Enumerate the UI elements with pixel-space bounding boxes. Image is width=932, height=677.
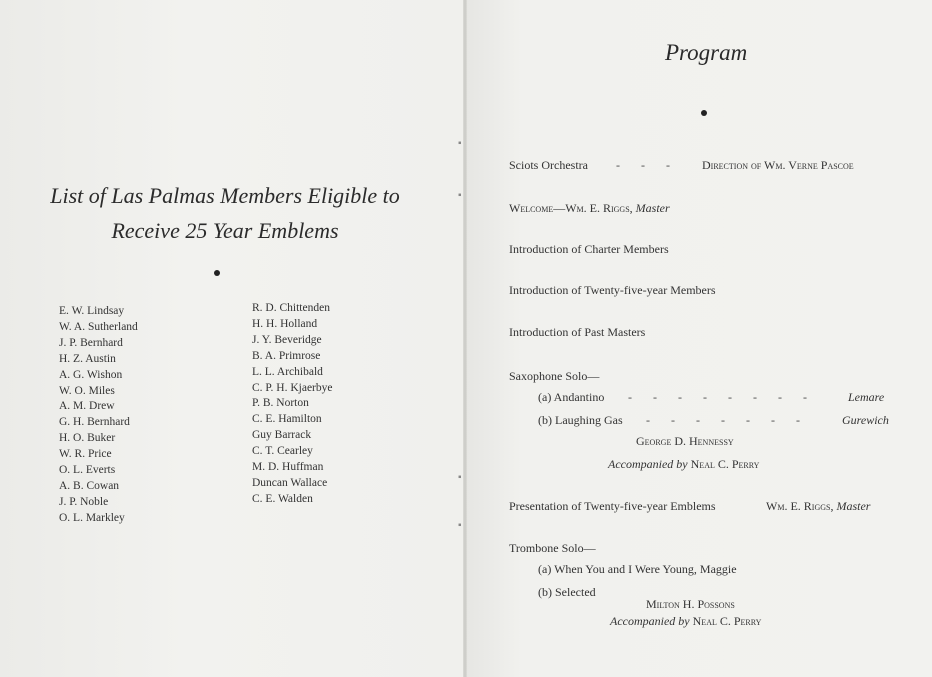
staple-mark: ▪ <box>458 472 462 483</box>
orchestra-director: Direction of Wm. Verne Pascoe <box>702 158 854 172</box>
member-name: Duncan Wallace <box>252 476 328 489</box>
trombone-item-a: (a) When You and I Were Young, Maggie <box>538 562 737 576</box>
presentation-by <box>766 499 870 514</box>
member-name: P. B. Norton <box>252 397 309 410</box>
program-item-intro-25: Introduction of Twenty-five-year Members <box>509 283 716 297</box>
member-name: A. G. Wishon <box>59 368 123 381</box>
member-name: E. W. Lindsay <box>59 305 125 317</box>
member-name: W. R. Price <box>59 448 112 461</box>
member-name: O. L. Markley <box>59 511 125 524</box>
staple-mark: ▪ <box>458 190 462 201</box>
sax-item-b-composer: Gurewich <box>842 413 889 427</box>
member-name: L. L. Archibald <box>252 365 323 378</box>
member-name: J. P. Bernhard <box>59 336 123 349</box>
sax-item-b: (b) Laughing Gas <box>538 413 623 427</box>
member-name: Guy Barrack <box>252 429 312 442</box>
staple-mark: ▪ <box>458 520 462 531</box>
right-page <box>466 0 932 677</box>
sax-accompanist: Neal C. Perry <box>690 457 760 471</box>
member-name: A. B. Cowan <box>59 479 120 492</box>
ornament-bullet <box>701 110 707 116</box>
leader-dashes: - - - - - - - - <box>628 390 807 404</box>
ornament-bullet <box>214 270 220 276</box>
welcome-role: Master <box>635 201 670 215</box>
presentation-role: Master <box>836 499 871 513</box>
trombone-accompaniment <box>610 614 761 629</box>
sax-item-a: (a) Andantino <box>538 390 605 404</box>
member-name: O. L. Everts <box>59 464 116 477</box>
members-list-title-line1: List of Las Palmas Members Eligible to <box>50 183 400 208</box>
members-column-2 <box>252 301 333 508</box>
member-name: H. O. Buker <box>59 432 116 445</box>
program-item-welcome <box>509 201 670 216</box>
member-name: W. A. Sutherland <box>59 320 138 333</box>
member-name: W. O. Miles <box>59 384 115 397</box>
leader-dashes: - - - <box>616 158 670 172</box>
members-list-title <box>20 178 430 248</box>
program-item-intro-past: Introduction of Past Masters <box>509 325 646 339</box>
member-name: H. H. Holland <box>252 317 318 330</box>
welcome-text: Welcome—Wm. E. Riggs, <box>509 201 633 215</box>
program-item-orchestra <box>509 158 588 173</box>
member-name: C. E. Hamilton <box>252 413 322 426</box>
member-name: H. Z. Austin <box>59 352 116 365</box>
member-name: C. T. Cearley <box>252 445 313 458</box>
member-name: C. E. Walden <box>252 492 313 505</box>
sax-acc-label: Accompanied by <box>608 457 688 471</box>
member-name: J. P. Noble <box>59 495 109 508</box>
program-item-presentation: Presentation of Twenty-five-year Emblems <box>509 499 716 513</box>
orchestra-label: Sciots Orchestra <box>509 158 588 172</box>
trombone-performer: Milton H. Possons <box>646 597 735 611</box>
leader-dashes: - - - - - - - <box>646 413 800 427</box>
member-name: J. Y. Beveridge <box>252 333 322 346</box>
trombone-item-b: (b) Selected <box>538 585 596 599</box>
member-name: G. H. Bernhard <box>59 416 130 429</box>
members-list-title-line2: Receive 25 Year Emblems <box>111 218 339 243</box>
trombone-accompanist: Neal C. Perry <box>692 614 762 628</box>
member-name: A. M. Drew <box>59 400 115 413</box>
member-name: C. P. H. Kjaerbye <box>252 381 333 394</box>
presentation-person: Wm. E. Riggs, <box>766 499 834 513</box>
member-name: M. D. Huffman <box>252 461 324 474</box>
sax-heading: Saxophone Solo— <box>509 369 600 383</box>
sax-accompaniment <box>608 457 759 472</box>
program-item-intro-charter: Introduction of Charter Members <box>509 242 669 256</box>
sax-performer: George D. Hennessy <box>636 434 734 448</box>
members-column-1 <box>59 304 138 527</box>
member-name: B. A. Primrose <box>252 349 321 362</box>
staple-mark: ▪ <box>458 138 462 149</box>
trombone-heading: Trombone Solo— <box>509 541 596 555</box>
trombone-acc-label: Accompanied by <box>610 614 690 628</box>
program-title: Program <box>665 40 748 65</box>
member-name: R. D. Chittenden <box>252 302 330 314</box>
center-fold <box>463 0 467 677</box>
sax-item-a-composer: Lemare <box>848 390 885 404</box>
